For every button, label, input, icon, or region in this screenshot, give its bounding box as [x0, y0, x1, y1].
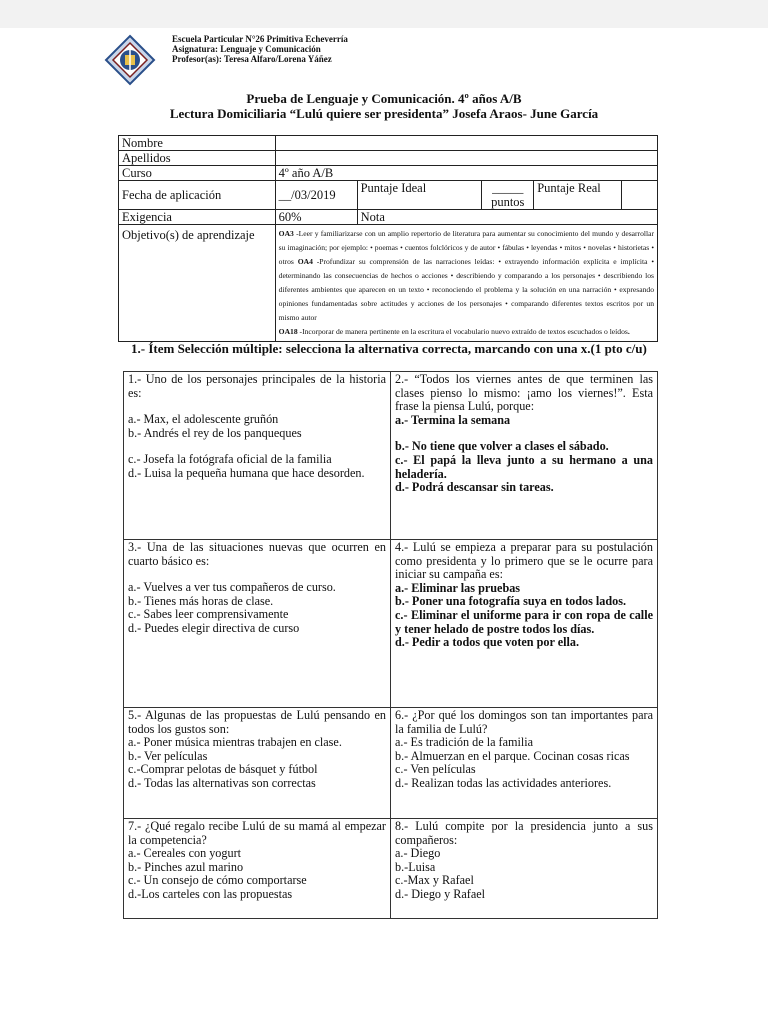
requirement-value: 60%: [275, 210, 357, 225]
question-6: [391, 708, 658, 819]
answer-option[interactable]: b.- Almuerzan en el parque. Cocinan cosas ricas: [395, 748, 630, 763]
answer-option[interactable]: c.-Max y Rafael: [395, 873, 474, 888]
question-stem: 5.- Algunas de las propuestas de Lulú pensando en todos los gustos son:: [128, 708, 386, 736]
teachers-line: Profesor(as): Teresa Alfaro/Lorena Yáñez: [172, 54, 332, 64]
test-subtitle: Lectura Domiciliaria “Lulú quiere ser presidenta” Josefa Araos- June García: [169, 106, 599, 121]
answer-option[interactable]: b.- Ver películas: [128, 748, 208, 763]
date-label: Fecha de aplicación: [119, 181, 276, 210]
objectives-text: [275, 225, 657, 342]
answer-option[interactable]: c.- El papá la lleva junto a su hermano a una heladería.: [395, 452, 653, 481]
school-header: [172, 34, 348, 64]
question-stem: 4.- Lulú se empieza a preparar para su postulación como presidenta y lo primero que se le ocurre para iniciar su campaña es:: [395, 540, 653, 582]
question-1: [124, 372, 391, 540]
question-stem: 2.- “Todos los viernes antes de que terminen las clases pienso lo mismo: ¡amo los viernes!”. Esta frase la piensa Lulú, porque:: [395, 372, 653, 414]
answer-option[interactable]: a.- Cereales con yogurt: [128, 846, 242, 861]
student-info-table: [118, 135, 658, 342]
grade-label: Nota: [357, 210, 657, 225]
answer-option[interactable]: a.- Poner música mientras trabajen en clase.: [128, 735, 342, 750]
answer-option[interactable]: c.- Un consejo de cómo comportarse: [128, 873, 307, 888]
subject-line: Asignatura: Lenguaje y Comunicación: [172, 44, 321, 54]
oa4-code: OA4: [297, 257, 313, 266]
answer-option[interactable]: a.- Max, el adolescente gruñón: [128, 412, 279, 427]
question-stem: 1.- Uno de los personajes principales de la historia es:: [128, 372, 386, 400]
real-score-field[interactable]: [622, 181, 658, 210]
objectives-label: Objetivo(s) de aprendizaje: [119, 225, 276, 342]
answer-option[interactable]: a.- Diego: [395, 846, 441, 861]
oa3-text: -Leer y familiarizarse con un amplio repertorio de literatura para aumentar su conocimiento del mundo y desarrollar su imaginación; por ejemplo: • poemas • cuentos folclóricos y de autor • fábulas • leyendas • mitos • novelas • historietas • otros: [278, 229, 654, 266]
surname-field[interactable]: [275, 151, 657, 166]
answer-option[interactable]: a.- Vuelves a ver tus compañeros de curso.: [128, 580, 336, 595]
points-blank: _____: [492, 181, 524, 195]
school-name: Escuela Particular N°26 Primitiva Echeverría: [172, 34, 348, 44]
oa3-code: OA3: [278, 229, 294, 238]
answer-option[interactable]: d.- Pedir a todos que voten por ella.: [395, 635, 580, 650]
question-4: [391, 540, 658, 708]
question-7: [124, 819, 391, 919]
answer-option[interactable]: c.- Eliminar el uniforme para ir con ropa de calle y tener helado de postre todos los días.: [395, 607, 653, 636]
requirement-label: Exigencia: [119, 210, 276, 225]
answer-option[interactable]: c.- Josefa la fotógrafa oficial de la familia: [128, 452, 332, 467]
answer-option[interactable]: d.- Luisa la pequeña humana que hace desorden.: [128, 465, 365, 480]
question-stem: 6.- ¿Por qué los domingos son tan importantes para la familia de Lulú?: [395, 708, 653, 736]
name-field[interactable]: [275, 136, 657, 151]
answer-option[interactable]: b.- Poner una fotografía suya en todos lados.: [395, 594, 627, 609]
answer-option[interactable]: a.- Termina la semana: [395, 412, 511, 427]
test-title: Prueba de Lenguaje y Comunicación. 4º años A/B: [246, 91, 522, 106]
answer-option[interactable]: c.- Ven películas: [395, 762, 476, 777]
real-score-label: Puntaje Real: [534, 181, 622, 210]
question-stem: 3.- Una de las situaciones nuevas que ocurren en cuarto básico es:: [128, 540, 386, 568]
question-2: [391, 372, 658, 540]
answer-option[interactable]: b.- No tiene que volver a clases el sábado.: [395, 439, 609, 454]
points-label: puntos: [491, 195, 525, 209]
answer-option[interactable]: d.-Los carteles con las propuestas: [128, 886, 293, 901]
school-crest-logo: [104, 34, 156, 86]
course-label: Curso: [119, 166, 276, 181]
answer-option[interactable]: d.- Todas las alternativas son correctas: [128, 775, 316, 790]
question-5: [124, 708, 391, 819]
ideal-score-points: [482, 181, 534, 210]
answer-option[interactable]: d.- Puedes elegir directiva de curso: [128, 620, 300, 635]
date-value: __/03/2019: [275, 181, 357, 210]
answer-option[interactable]: b.- Pinches azul marino: [128, 859, 244, 874]
name-label: Nombre: [119, 136, 276, 151]
ideal-score-label: Puntaje Ideal: [357, 181, 482, 210]
answer-option[interactable]: a.- Eliminar las pruebas: [395, 580, 521, 595]
oa18-period: .: [627, 327, 630, 336]
answer-option[interactable]: c.- Sabes leer comprensivamente: [128, 607, 289, 622]
answer-option[interactable]: d.- Podrá descansar sin tareas.: [395, 480, 554, 495]
answer-option[interactable]: b.- Tienes más horas de clase.: [128, 593, 274, 608]
question-8: [391, 819, 658, 919]
course-value: 4º año A/B: [275, 166, 657, 181]
answer-option[interactable]: d.- Realizan todas las actividades anteriores.: [395, 775, 612, 790]
questions-table: [123, 371, 658, 919]
answer-option[interactable]: c.-Comprar pelotas de básquet y fútbol: [128, 762, 318, 777]
question-3: [124, 540, 391, 708]
section-title: 1.- Ítem Selección múltiple: selecciona la alternativa correcta, marcando con una x.(1 pto c/u): [131, 341, 647, 356]
answer-option[interactable]: b.-Luisa: [395, 859, 436, 874]
question-stem: 8.- Lulú compite por la presidencia junto a sus compañeros:: [395, 819, 653, 847]
oa18-text: -Incorporar de manera pertinente en la escritura el vocabulario nuevo extraído de textos escuchados o leídos: [297, 327, 628, 336]
answer-option[interactable]: b.- Andrés el rey de los panqueques: [128, 425, 302, 440]
surname-label: Apellidos: [119, 151, 276, 166]
oa4-text: -Profundizar su comprensión de las narraciones leídas: • extrayendo información explícita e implícita • determinando las consecuencias de hechos o acciones • describiendo y comparando a los personajes • describiendo los diferentes ambientes que aparecen en un texto • reconociendo el problema y la solución en una narración • expresando opiniones fundamentadas sobre actitudes y acciones de los personajes • comparando diferentes textos escritos por un mismo autor: [278, 257, 654, 322]
question-stem: 7.- ¿Qué regalo recibe Lulú de su mamá al empezar la competencia?: [128, 819, 386, 847]
answer-option[interactable]: d.- Diego y Rafael: [395, 886, 486, 901]
oa18-code: OA18: [278, 327, 298, 336]
answer-option[interactable]: a.- Es tradición de la familia: [395, 735, 534, 750]
